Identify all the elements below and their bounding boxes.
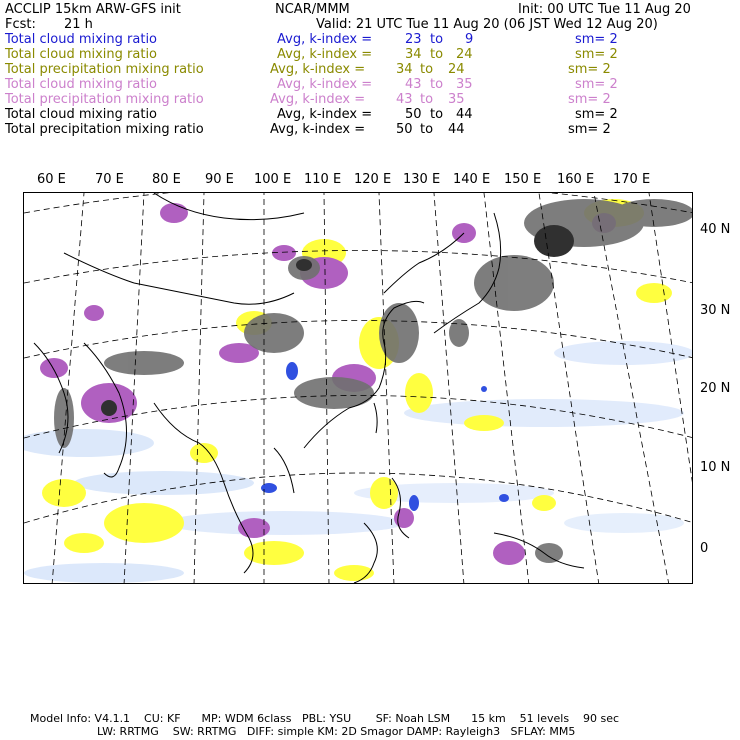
latitude-label: 40 N [700, 222, 731, 237]
legend-from: 34 [405, 47, 422, 62]
longitude-label: 60 E [37, 172, 66, 187]
forecast-map [23, 192, 693, 584]
legend-to: 24 [456, 47, 473, 62]
init-time: Init: 00 UTC Tue 11 Aug 20 [518, 2, 691, 17]
legend-avg: Avg, k-index = [277, 47, 373, 62]
legend-from: 34 [396, 62, 413, 77]
forecast-hour: 21 h [64, 17, 93, 32]
legend-avg: Avg, k-index = [270, 62, 366, 77]
longitude-label: 170 E [613, 172, 651, 187]
longitude-label: 70 E [95, 172, 124, 187]
longitude-label: 110 E [304, 172, 342, 187]
latitude-label: 10 N [700, 460, 731, 475]
legend-sm: sm= 2 [568, 62, 611, 77]
longitude-label: 90 E [205, 172, 234, 187]
model-info-line2: LW: RRTMG SW: RRTMG DIFF: simple KM: 2D Smagor DAMP: Rayleigh3 SFLAY: MM5 [97, 725, 576, 738]
legend-field: Total precipitation mixing ratio [5, 92, 204, 107]
legend-to-word: to [430, 77, 444, 92]
longitude-label: 100 E [254, 172, 292, 187]
legend-to-word: to [420, 62, 434, 77]
legend-to: 9 [465, 32, 474, 47]
legend-to-word: to [430, 47, 444, 62]
legend-to: 35 [448, 92, 465, 107]
legend-from: 50 [405, 107, 422, 122]
legend-from: 43 [396, 92, 413, 107]
legend-avg: Avg, k-index = [277, 77, 373, 92]
legend-sm: sm= 2 [575, 47, 618, 62]
legend-from: 23 [405, 32, 422, 47]
longitude-label: 150 E [504, 172, 542, 187]
legend-to-word: to [430, 32, 444, 47]
legend-to: 24 [448, 62, 465, 77]
legend-to: 44 [456, 107, 473, 122]
longitude-label: 80 E [152, 172, 181, 187]
legend-to: 44 [448, 122, 465, 137]
legend-to-word: to [420, 92, 434, 107]
legend-to-word: to [430, 107, 444, 122]
longitude-label: 120 E [354, 172, 392, 187]
longitude-label: 160 E [557, 172, 595, 187]
legend-sm: sm= 2 [575, 32, 618, 47]
longitude-label: 130 E [403, 172, 441, 187]
legend-sm: sm= 2 [568, 122, 611, 137]
legend-avg: Avg, k-index = [270, 92, 366, 107]
latitude-label: 20 N [700, 381, 731, 396]
longitude-label: 140 E [453, 172, 491, 187]
legend-sm: sm= 2 [575, 77, 618, 92]
legend-from: 43 [405, 77, 422, 92]
legend-sm: sm= 2 [575, 107, 618, 122]
legend-to-word: to [420, 122, 434, 137]
valid-time: Valid: 21 UTC Tue 11 Aug 20 (06 JST Wed 12 Aug 20) [316, 17, 658, 32]
legend-from: 50 [396, 122, 413, 137]
legend-field: Total precipitation mixing ratio [5, 62, 204, 77]
legend-avg: Avg, k-index = [277, 32, 373, 47]
map-canvas [24, 193, 693, 584]
model-info-line1: Model Info: V4.1.1 CU: KF MP: WDM 6class PBL: YSU SF: Noah LSM 15 km 51 levels 90 sec [30, 712, 620, 725]
legend-field: Total cloud mixing ratio [5, 77, 158, 92]
legend-field: Total cloud mixing ratio [5, 47, 158, 62]
legend-avg: Avg, k-index = [277, 107, 373, 122]
org-label: NCAR/MMM [275, 2, 350, 17]
latitude-label: 30 N [700, 303, 731, 318]
model-title: ACCLIP 15km ARW-GFS init [5, 2, 181, 17]
legend-field: Total cloud mixing ratio [5, 107, 158, 122]
legend-field: Total cloud mixing ratio [5, 32, 158, 47]
forecast-label: Fcst: [5, 17, 36, 32]
legend-avg: Avg, k-index = [270, 122, 366, 137]
legend-sm: sm= 2 [568, 92, 611, 107]
legend-field: Total precipitation mixing ratio [5, 122, 204, 137]
legend-to: 35 [456, 77, 473, 92]
latitude-label: 0 [700, 541, 709, 556]
